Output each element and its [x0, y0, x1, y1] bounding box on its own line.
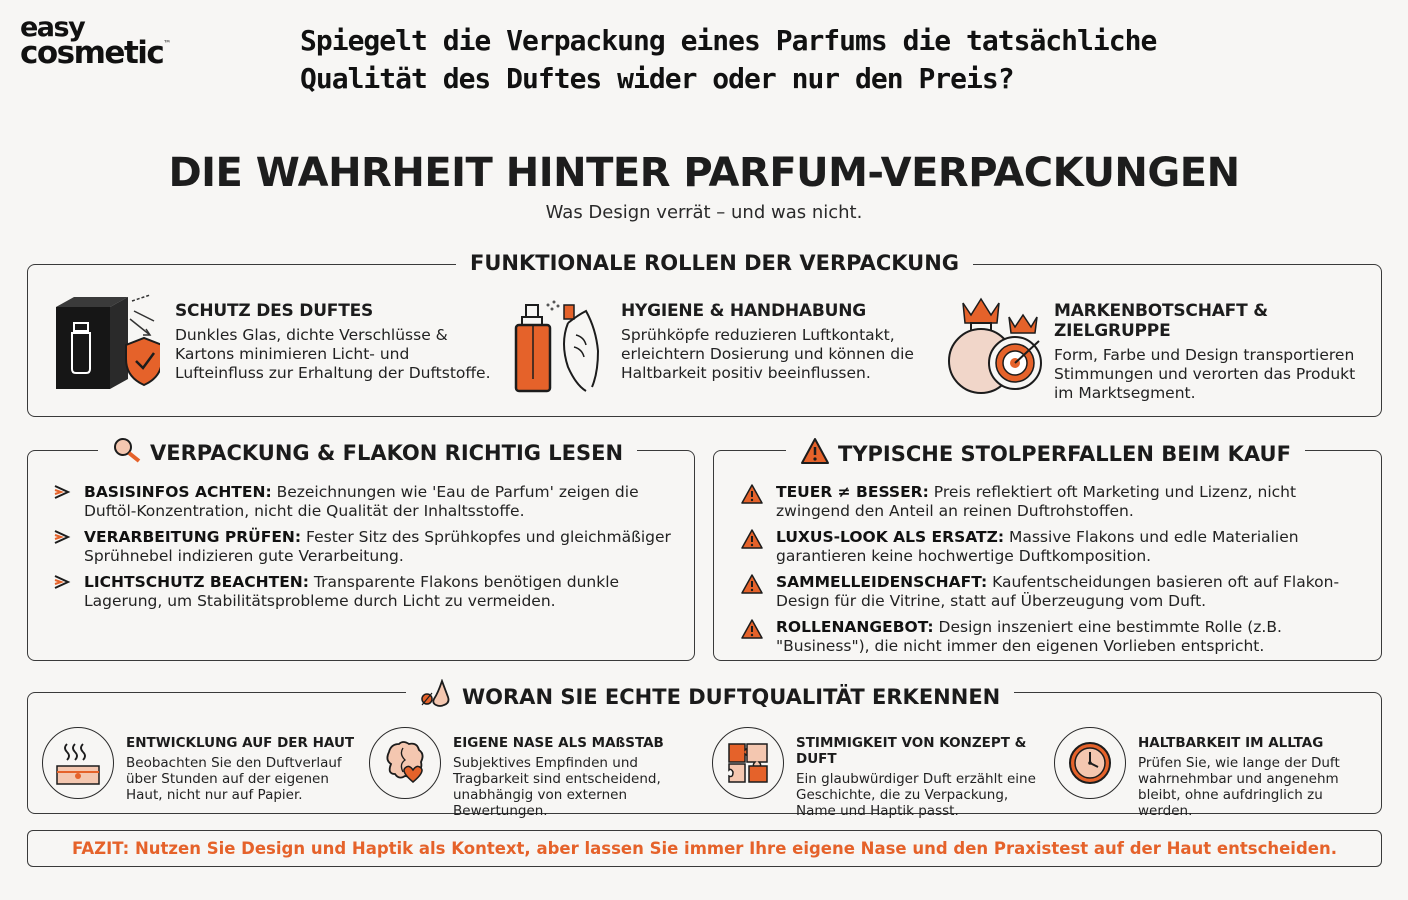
feature-text: Sprühköpfe reduzieren Luftkontakt, erleichtern Dosierung und können die Haltbarkeit positiv beeinflussen. — [621, 326, 914, 382]
brain-heart-icon — [369, 727, 441, 799]
trademark-sign: ™ — [163, 39, 172, 49]
clock-icon — [1054, 727, 1126, 799]
quality-skin — [42, 727, 362, 803]
brand-logo — [20, 12, 172, 72]
quality-title: HALTBARKEIT IM ALLTAG — [1138, 735, 1324, 751]
list-item-label: LICHTSCHUTZ BEACHTEN: — [84, 573, 309, 591]
brand-line2: cosmetic™ — [20, 35, 172, 72]
quality-text: Beobachten Sie den Duftverlauf über Stunden auf der eigenen Haut, nicht nur auf Papier. — [126, 755, 342, 803]
list-item-label: LUXUS-LOOK ALS ERSATZ: — [776, 528, 1005, 546]
warning-icon — [740, 573, 764, 610]
conclusion-banner: FAZIT: Nutzen Sie Design und Haptik als Kontext, aber lassen Sie immer Ihre eigene Nase und den Praxistest auf der Haut entscheiden. — [27, 830, 1382, 867]
list-item-text: Bezeichnungen wie 'Eau de Parfum' zeigen die Duftöl-Konzentration, nicht die Qualität der Inhaltsstoffe. — [84, 483, 639, 520]
quality-title: ENTWICKLUNG AUF DER HAUT — [126, 735, 355, 751]
crown-target-icon — [943, 295, 1048, 395]
list-item-text: Preis reflektiert oft Marketing und Lizenz, nicht zwingend den Anteil an reinen Duftrohstoffen. — [776, 483, 1297, 520]
list-item — [52, 483, 682, 520]
question-heading: Spiegelt die Verpackung eines Parfums die tatsächliche Qualität des Duftes wider oder nur den Preis? — [300, 24, 1157, 95]
chevron-right-icon — [52, 573, 72, 610]
feature-text: Dunkles Glas, dichte Verschlüsse & Kartons minimieren Licht- und Lufteinfluss zur Erhaltung der Duftstoffe. — [175, 326, 491, 382]
feature-brand-message — [1054, 301, 1374, 403]
reading-panel-header — [98, 437, 637, 468]
list-item-text: Massive Flakons und edle Materialien garantieren keine hochwertige Duftkomposition. — [776, 528, 1299, 565]
list-item — [740, 483, 1370, 520]
magnifier-icon — [112, 437, 142, 468]
feature-protection — [175, 301, 495, 383]
list-item-label: BASISINFOS ACHTEN: — [84, 483, 272, 501]
nose-icon — [420, 679, 454, 714]
list-item-label: TEUER ≠ BESSER: — [776, 483, 929, 501]
warning-icon — [740, 528, 764, 565]
list-item-text: Kaufentscheidungen basieren oft auf Flakon-Design für die Vitrine, statt auf Überzeugung vom Duft. — [776, 573, 1340, 610]
reading-panel — [27, 440, 695, 661]
box-shield-icon — [50, 293, 160, 393]
quality-durability — [1054, 727, 1374, 819]
list-item-text: Design inszeniert eine bestimmte Rolle (z.B. "Business"), die nicht immer den eigenen Vorlieben entspricht. — [776, 618, 1282, 655]
feature-title: MARKENBOTSCHAFT & ZIELGRUPPE — [1054, 301, 1268, 341]
warning-icon — [740, 483, 764, 520]
pitfalls-panel-header — [786, 437, 1305, 470]
list-item-label: VERARBEITUNG PRÜFEN: — [84, 528, 302, 546]
list-item-text: Fester Sitz des Sprühkopfes und gleichmäßiger Sprühnebel indizieren gute Verarbeitung. — [84, 528, 671, 565]
feature-title: HYGIENE & HANDHABUNG — [621, 301, 866, 321]
feature-title: SCHUTZ DES DUFTES — [175, 301, 374, 321]
quality-panel-title: WORAN SIE ECHTE DUFTQUALITÄT ERKENNEN — [462, 684, 1001, 709]
page-title: DIE WAHRHEIT HINTER PARFUM-VERPACKUNGEN — [168, 150, 1240, 196]
skin-heat-icon — [42, 727, 114, 799]
quality-title: EIGENE NASE ALS MAßSTAB — [453, 735, 664, 751]
list-item-label: ROLLENANGEBOT: — [776, 618, 934, 636]
reading-panel-title: VERPACKUNG & FLAKON RICHTIG LESEN — [150, 440, 624, 465]
functional-roles-title: FUNKTIONALE ROLLEN DER VERPACKUNG — [456, 251, 973, 275]
feature-hygiene — [621, 301, 941, 383]
feature-text: Form, Farbe und Design transportieren Stimmungen und verorten das Produkt im Marktsegment. — [1054, 346, 1356, 402]
warning-icon — [800, 437, 830, 470]
chevron-right-icon — [52, 528, 72, 565]
page-subtitle: Was Design verrät – und was nicht. — [545, 202, 863, 223]
warning-icon — [740, 618, 764, 655]
list-item — [740, 573, 1370, 610]
quality-panel — [27, 684, 1382, 819]
puzzle-icon — [712, 727, 784, 799]
pitfalls-panel — [713, 441, 1382, 661]
quality-text: Prüfen Sie, wie lange der Duft wahrnehmbar und angenehm bleibt, ohne aufdringlich zu werden. — [1138, 755, 1340, 819]
spray-bottle-icon — [508, 295, 608, 395]
list-item — [740, 618, 1370, 655]
list-item-label: SAMMELLEIDENSCHAFT: — [776, 573, 988, 591]
functional-roles-panel — [27, 251, 1382, 417]
quality-text: Ein glaubwürdiger Duft erzählt eine Geschichte, die zu Verpackung, Name und Haptik passt. — [796, 771, 1036, 819]
quality-text: Subjektives Empfinden und Tragbarkeit sind entscheidend, unabhängig von externen Bewertungen. — [453, 755, 661, 819]
brand-line1: easy — [20, 12, 85, 43]
chevron-right-icon — [52, 483, 72, 520]
list-item-text: Transparente Flakons benötigen dunkle Lagerung, um Stabilitätsprobleme durch Licht zu vermeiden. — [84, 573, 620, 610]
list-item — [52, 573, 682, 610]
quality-own-nose — [369, 727, 714, 819]
list-item — [740, 528, 1370, 565]
quality-title: STIMMIGKEIT VON KONZEPT & DUFT — [796, 735, 1027, 767]
quality-concept — [712, 727, 1052, 819]
pitfalls-panel-title: TYPISCHE STOLPERFALLEN BEIM KAUF — [838, 441, 1291, 466]
list-item — [52, 528, 682, 565]
quality-panel-header — [406, 679, 1014, 714]
